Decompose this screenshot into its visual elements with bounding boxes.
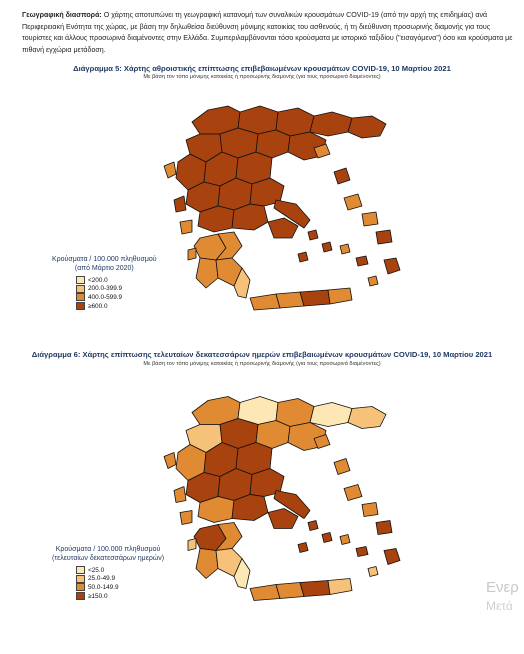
map6-region — [356, 547, 368, 557]
intro-text: Ο χάρτης αποτυπώνει τη γεωγραφική κατανομή των συναλικών κρουσμάτων COVID-19 (από την αρχή της επιδημίας) ανά Περιφερειακή Ενότητα της χώρας, με βάση την δηλωθείσα διεύθυνση μόνιμης κατοικίας του ασθενούς, ή τη διεύθυνση προσωρινής διαμονής για τους τουρίστες και άλλους προσωρινά διαμένοντες στην Ελλάδα. Συμπεριλαμβάνονται τόσο κρούσματα με ιστορικό ταξιδίου ("εισαγόμενα") όσο και κρούσματα με πιθανή εγχώρια μετάδοση. — [22, 11, 513, 54]
legend-label: 200.0-399.9 — [88, 285, 123, 293]
legend-swatch — [76, 575, 85, 583]
diagram5-legend-item — [76, 302, 157, 311]
map6-region — [368, 567, 378, 577]
legend-swatch — [76, 293, 85, 301]
map6-region — [344, 485, 362, 501]
legend-label: ≥600.0 — [88, 302, 108, 310]
map5-region — [276, 292, 304, 308]
map6-region — [196, 549, 218, 579]
legend-label: ≥150.0 — [88, 592, 108, 600]
diagram5-legend-item — [76, 293, 157, 302]
diagram6-subtitle: Με βάση τον τόπο μόνιμης κατοικίας ή προσωρινής διαμονής (για τους προσωρινά διαμένοντες) — [143, 361, 381, 367]
map5-region — [362, 212, 378, 226]
diagram6-legend-item — [76, 566, 164, 575]
legend-label: 50.0-149.9 — [88, 583, 119, 591]
diagram6-legend-item — [76, 592, 164, 601]
map5-region — [276, 108, 314, 136]
map5-region — [164, 162, 176, 178]
map5-region — [188, 248, 196, 260]
watermark: Ενερ Μετά — [486, 579, 519, 613]
map6-region — [322, 533, 332, 543]
map5-region — [328, 288, 352, 304]
map5-region — [250, 294, 280, 310]
map5-region — [334, 168, 350, 184]
diagram6-legend-item — [76, 575, 164, 584]
legend-label: <200.0 — [88, 276, 108, 284]
diagram5-legend — [52, 255, 157, 310]
map5-region — [310, 112, 352, 136]
map5-region — [340, 244, 350, 254]
legend-swatch — [76, 302, 85, 310]
diagram5-legend-title: Κρούσματα / 100.000 πληθυσμού (από Μάρτιο 2020) — [52, 256, 157, 272]
map6-region — [276, 583, 304, 599]
legend-swatch — [76, 276, 85, 284]
map5-region — [368, 276, 378, 286]
legend-swatch — [76, 285, 85, 293]
legend-swatch — [76, 583, 85, 591]
legend-label: 25.0-49.9 — [88, 575, 116, 583]
legend-swatch — [76, 566, 85, 574]
map6-region — [250, 585, 280, 601]
map6-region — [180, 511, 192, 525]
map5-region — [174, 196, 186, 212]
diagram6-title: Διάγραμμα 6: Χάρτης επίπτωσης τελευταίων δεκατεσσάρων ημερών επιβεβαιωμένων κρουσμάτων COVID-19, 10 Μαρτίου 2021 — [31, 350, 493, 359]
diagram6-legend — [52, 545, 164, 600]
diagram6-legend-title: Κρούσματα / 100.000 πληθυσμού (τελευταίων δεκατεσσάρων ημερών) — [52, 546, 165, 562]
legend-swatch — [76, 592, 85, 600]
map5-region — [348, 116, 386, 138]
map6-region — [174, 487, 186, 503]
map5-region — [322, 242, 332, 252]
map5-region — [344, 194, 362, 210]
map6-region — [164, 453, 176, 469]
diagram5-legend-items — [76, 276, 157, 310]
map6-region — [276, 399, 314, 427]
map6-region — [348, 407, 386, 429]
map6-region — [298, 543, 308, 553]
diagram6-legend-item — [76, 583, 164, 592]
map5-region — [298, 252, 308, 262]
map6-region — [328, 579, 352, 595]
legend-label: <25.0 — [88, 566, 105, 574]
map6-region — [310, 403, 352, 427]
map5-region — [180, 220, 192, 234]
intro-paragraph — [22, 10, 514, 56]
map5-region — [196, 258, 218, 288]
map6-region — [362, 503, 378, 517]
map6-region — [384, 549, 400, 565]
diagram5-legend-item — [76, 276, 157, 285]
map6-region — [340, 535, 350, 545]
intro-label: Γεωγραφική διασπορά: — [22, 11, 102, 19]
map5-region — [300, 290, 330, 306]
map6-region — [188, 539, 196, 551]
map6-region — [376, 521, 392, 535]
map5-region — [384, 258, 400, 274]
map5-region — [356, 256, 368, 266]
map6-region — [300, 581, 330, 597]
map5-region — [308, 230, 318, 240]
diagram5-title: Διάγραμμα 5: Χάρτης αθροιστικής επίπτωσης επιβεβαιωμένων κρουσμάτων COVID-19, 10 Μαρτίου 2021 — [73, 64, 451, 73]
map6-region — [334, 459, 350, 475]
diagram6-legend-items — [76, 566, 164, 600]
map5-region — [376, 230, 392, 244]
diagram5-subtitle: Με βάση τον τόπο μόνιμης κατοικίας ή προσωρινής διαμονής (για τους προσωρινά διαμένοντες) — [143, 74, 381, 80]
legend-label: 400.0-599.9 — [88, 293, 123, 301]
diagram5-legend-item — [76, 285, 157, 294]
map6-region — [308, 521, 318, 531]
